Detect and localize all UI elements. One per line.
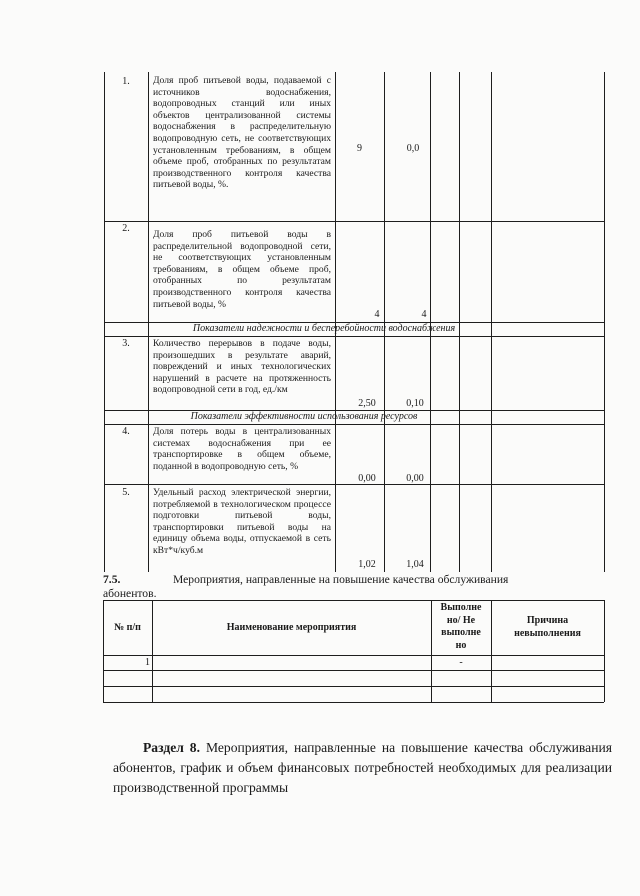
section-number: 7.5. (103, 573, 121, 586)
header-line: Причина (526, 615, 569, 626)
section-8-paragraph (113, 738, 612, 798)
column-header-done (431, 602, 491, 652)
row-number: 4. (122, 426, 130, 437)
column-header-reason (491, 615, 604, 640)
indicator-value-fact: 1,04 (406, 559, 424, 570)
indicator-description: Доля потерь воды в централизованных системах водоснабжения при ее транспортировке в общем объеме, поданной в водопроводную сеть, % (153, 426, 331, 472)
column-header-number: № п/п (114, 622, 141, 633)
indicator-value-plan: 9 (357, 143, 362, 154)
indicator-description: Удельный расход электрической энергии, потребляемой в технологическом процессе подготовки питьевой воды, транспортировки питьевой воды на единицу объема воды, отпускаемой в сеть кВт*ч/куб.м (153, 487, 331, 556)
section-title-reliability: Показатели надежности и бесперебойности водоснабжения (192, 323, 456, 334)
row-number: 2. (122, 223, 130, 234)
indicator-value-plan: 2,50 (358, 398, 376, 409)
indicator-description: Количество перерывов в подаче воды, произошедших в результате аварий, повреждений и иных технологических нарушений в расчете на протяженность водопроводной сети в год, ед./км (153, 338, 331, 396)
row-number: 5. (122, 487, 130, 498)
row-number: 1. (122, 76, 130, 87)
indicator-description: Доля проб питьевой воды в распределительной водопроводной сети, не соответствующих установленным требованиям, в общем объеме проб, отобранных по результатам производственного контроля качества питьевой воды, % (153, 229, 331, 310)
indicator-description: Доля проб питьевой воды, подаваемой с источников водоснабжения, водопроводных станций или иных объектов централизованной системы водоснабжения в распределительную водопроводную сеть, не соответствующих установленным требованиям, в общем объеме проб, отобранных по результатам производственного контроля качества питьевой воды, %. (153, 75, 331, 191)
indicator-value-fact: 0,0 (406, 143, 420, 154)
header-line: невыполнения (514, 627, 581, 639)
table-row-number: 1 (145, 657, 150, 668)
table-row-done: - (459, 657, 463, 668)
indicator-value-fact: 4 (421, 309, 427, 320)
indicator-value-plan: 1,02 (358, 559, 376, 570)
column-header-measure-name: Наименование мероприятия (226, 622, 357, 633)
indicator-value-fact: 0,00 (406, 473, 424, 484)
header-line: выполне (441, 627, 481, 638)
section-8-text: Мероприятия, направленные на повышение качества обслуживания абонентов, график и объем финансовых потребностей необходимых для реализации производственной программы (113, 740, 613, 795)
header-line: но (455, 639, 467, 651)
indicator-value-plan: 0,00 (358, 473, 376, 484)
header-line: Выполне (440, 602, 482, 613)
section-title-efficiency: Показатели эффективности использования ресурсов (190, 411, 418, 422)
indicator-value-plan: 4 (374, 309, 380, 320)
section-title: Мероприятия, направленные на повышение качества обслуживания абонентов. (103, 573, 509, 600)
section-8-label: Раздел 8. (143, 740, 201, 755)
row-number: 3. (122, 338, 130, 349)
indicator-value-fact: 0,10 (406, 398, 424, 409)
header-line: но/ Не (446, 614, 476, 626)
